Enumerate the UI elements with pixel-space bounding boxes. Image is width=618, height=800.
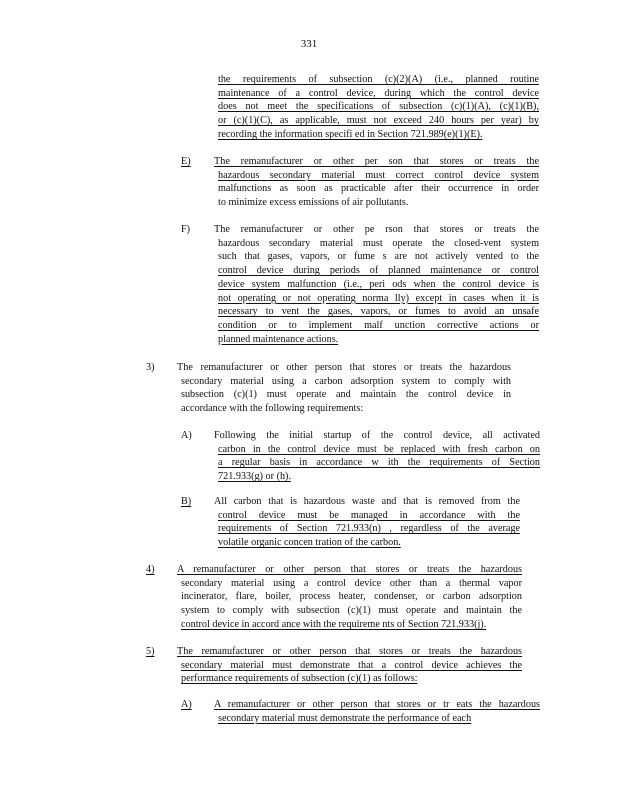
- text-line-content: subsection (c)(1) must operate and maintain the control device in: [181, 389, 511, 401]
- text-line-content: a regular basis in accordance w ith the requirements of Section: [218, 457, 540, 469]
- text-line-content: planned maintenance actions.: [218, 333, 339, 345]
- section-label: E): [181, 156, 191, 167]
- text-line-content: secondary material must demonstrate that a control device achieves the: [181, 659, 522, 671]
- text-line: [218, 129, 483, 141]
- text-line-content: volatile organic concen tration of the carbon.: [218, 537, 401, 549]
- text-line: [218, 88, 539, 100]
- text-line: [181, 578, 522, 590]
- text-line: [218, 197, 408, 209]
- text-line: [181, 403, 363, 415]
- text-line: [218, 170, 539, 182]
- text-line: [218, 444, 540, 456]
- text-line-content: Following the initial startup of the control device, all activated: [214, 430, 540, 441]
- text-line: [181, 376, 511, 388]
- text-line-content: secondary material using a control device other than a thermal vapor: [181, 577, 522, 589]
- text-line: [218, 101, 539, 113]
- text-line: [218, 457, 540, 469]
- text-line: [218, 74, 539, 86]
- text-line-content: control device must be managed in accordance with the: [218, 509, 520, 521]
- text-line-content: such that gases, vapors, or fume s are not actively vented to the: [218, 251, 539, 263]
- section-label: 3): [146, 362, 155, 373]
- text-line: [181, 619, 486, 631]
- text-line: [177, 646, 522, 658]
- text-line-content: performance requirements of subsection (c)(1) as follows:: [181, 673, 418, 685]
- text-line-content: hazardous secondary material must correct control device system: [218, 169, 539, 181]
- text-line: [218, 251, 539, 263]
- text-line-content: system to comply with subsection (c)(1) must operate and maintain the: [181, 605, 522, 617]
- text-line-content: condition or to implement malf unction corrective actions or: [218, 319, 539, 331]
- text-line: [218, 537, 401, 549]
- section-label: F): [181, 224, 191, 235]
- text-line: [181, 673, 418, 685]
- text-line-content: carbon in the control device must be replaced with fresh carbon on: [218, 443, 540, 455]
- text-line: [181, 605, 522, 617]
- text-line: [214, 430, 540, 442]
- text-line-content: control device during periods of planned maintenance or control: [218, 265, 539, 277]
- text-line-content: recording the information specifi ed in Section 721.989(e)(1)(E).: [218, 128, 483, 140]
- text-line: [218, 334, 338, 346]
- text-line-content: A remanufacturer or other person that stores or tr eats the hazardous: [214, 699, 540, 710]
- text-line: [214, 496, 520, 508]
- text-line: [218, 183, 539, 195]
- section-label: 5): [146, 646, 155, 657]
- text-line: [218, 279, 539, 291]
- text-line-content: the requirements of subsection (c)(2)(A) (i.e., planned routine: [218, 74, 539, 85]
- section-label: A): [181, 699, 192, 710]
- text-line: [218, 523, 520, 535]
- text-line: [218, 293, 539, 305]
- text-line: [181, 389, 511, 401]
- text-line: [214, 699, 540, 711]
- text-line-content: device system malfunction (i.e., peri ods when the control device is: [218, 278, 539, 290]
- section-label: A): [181, 430, 192, 441]
- text-line-content: The remanufacturer or other person that stores or treats the hazardous: [177, 646, 522, 657]
- text-line: [218, 265, 539, 277]
- text-line-content: or (c)(1)(C), as applicable, must not exceed 240 hours per year) by: [218, 115, 539, 127]
- text-line: [218, 238, 539, 250]
- section-label: 4): [146, 564, 155, 575]
- text-line-content: requirements of Section 721.933(n) , regardless of the average: [218, 523, 520, 535]
- page-number: 331: [300, 38, 318, 50]
- text-line-content: hazardous secondary material must operate the closed-vent system: [218, 237, 539, 249]
- text-line-content: does not meet the specifications of subsection (c)(1)(A), (c)(1)(B),: [218, 101, 539, 113]
- text-line-content: to minimize excess emissions of air pollutants.: [218, 197, 409, 209]
- text-line-content: 721.933(g) or (h).: [218, 471, 291, 483]
- text-line-content: accordance with the following requirements:: [181, 403, 364, 415]
- text-line-content: malfunctions as soon as practicable after their occurrence in order: [218, 183, 539, 195]
- text-line-content: The remanufacturer or other person that stores or treats the hazardous: [177, 362, 511, 373]
- text-line-content: A remanufacturer or other person that stores or treats the hazardous: [177, 564, 522, 575]
- text-line-content: The remanufacturer or other pe rson that stores or treats the: [214, 224, 539, 235]
- text-line: [181, 660, 522, 672]
- text-line-content: incinerator, flare, boiler, process heater, condenser, or carbon adsorption: [181, 591, 522, 603]
- text-line: [218, 320, 539, 332]
- text-line: [218, 306, 539, 318]
- text-line: [218, 115, 539, 127]
- text-line: [218, 471, 291, 483]
- text-line: [218, 510, 520, 522]
- text-line: [214, 156, 539, 168]
- text-line-content: The remanufacturer or other per son that stores or treats the: [214, 156, 539, 167]
- text-line: [177, 362, 511, 374]
- section-label: B): [181, 496, 192, 507]
- text-line-content: necessary to vent the gases, vapors, or fumes to avoid an unsafe: [218, 306, 539, 318]
- text-line: [181, 591, 522, 603]
- text-line-content: All carbon that is hazardous waste and that is removed from the: [214, 496, 520, 507]
- text-line-content: control device in accord ance with the requireme nts of Section 721.933(j).: [181, 618, 487, 630]
- text-line-content: not operating or not operating norma lly) except in cases when it is: [218, 292, 539, 304]
- text-line-content: secondary material must demonstrate the performance of each: [218, 712, 472, 724]
- text-line-content: secondary material using a carbon adsorption system to comply with: [181, 375, 511, 387]
- text-line: [177, 564, 522, 576]
- text-line: [214, 224, 539, 236]
- text-line-content: maintenance of a control device, during which the control device: [218, 87, 539, 99]
- text-line: [218, 713, 471, 725]
